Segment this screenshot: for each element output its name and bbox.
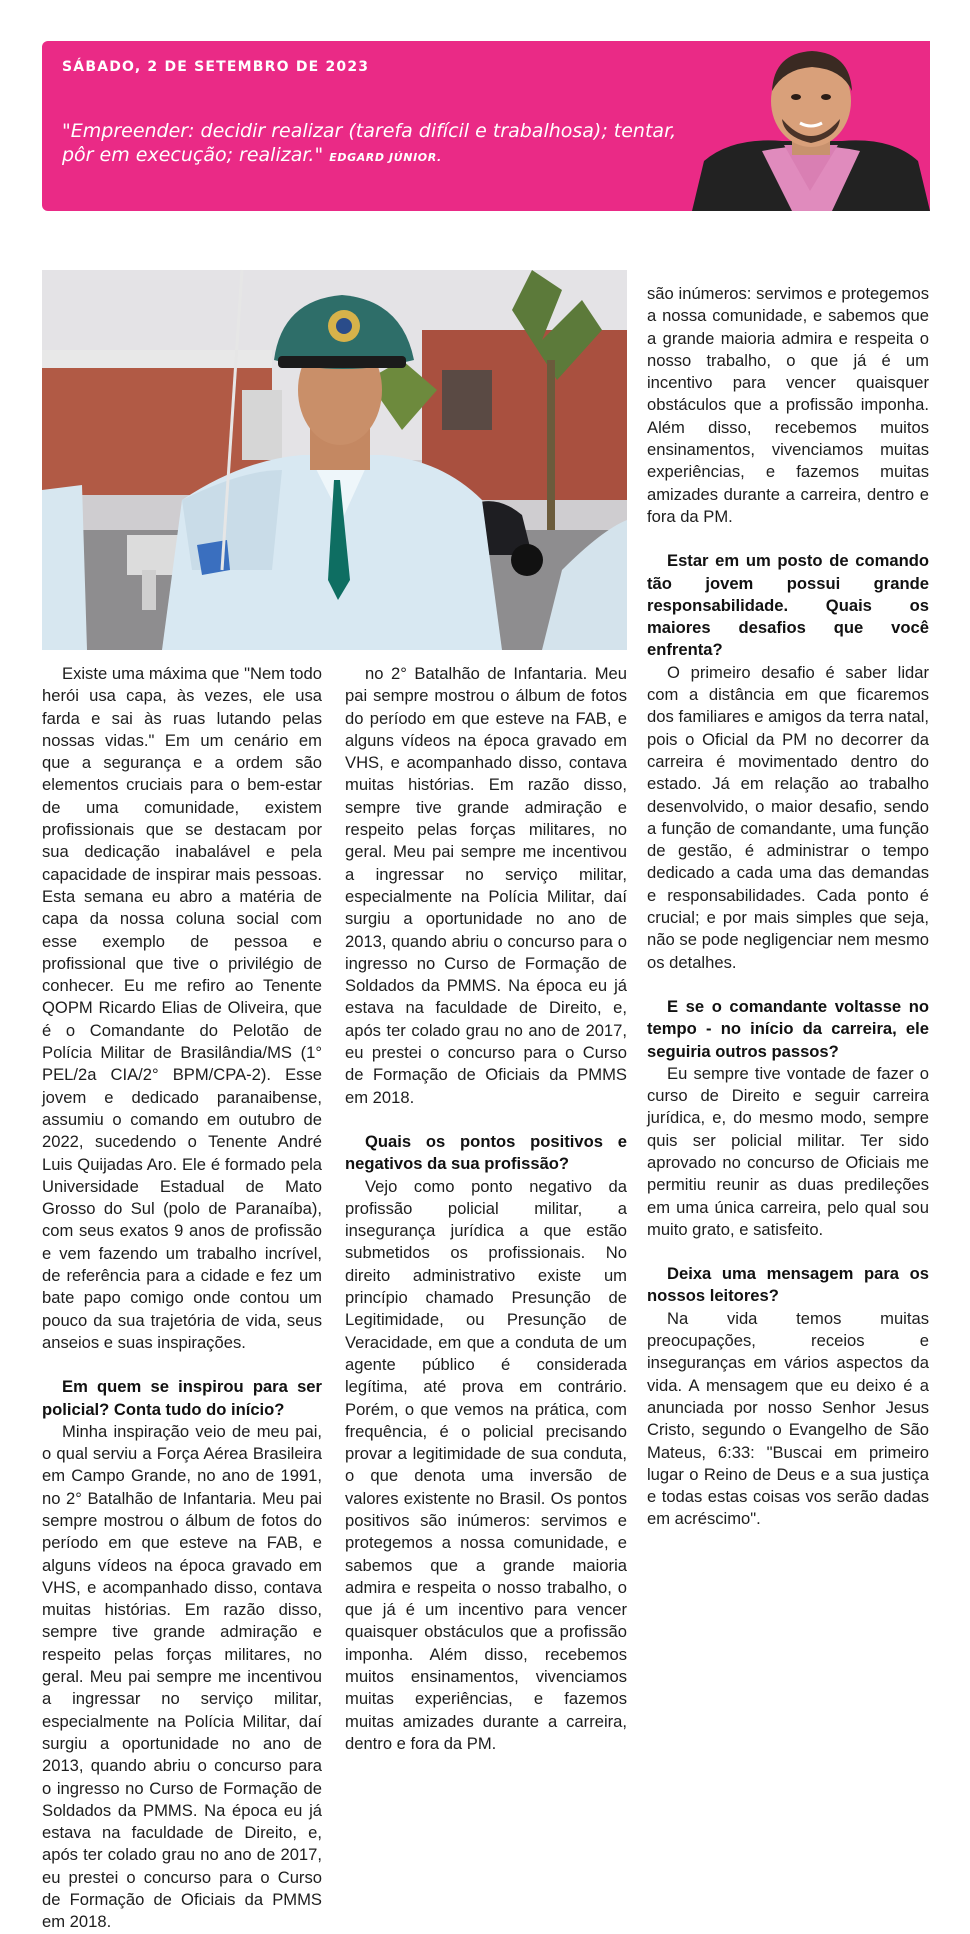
question-4: E se o comandante voltasse no tempo - no início da carreira, ele seguiria outros passos? bbox=[647, 996, 929, 1061]
answer-1-continued: no 2° Batalhão de Infantaria. Meu pai sempre mostrou o álbum de fotos do período em que esteve na FAB, e alguns vídeos na época gravado em VHS, e acompanhado disso, contava muitas histórias. Em razão disso, sempre tive grande admiração e respeito pelas forças militares, no geral. Meu pai sempre me incentivou a ingressar no serviço militar, especialmente na Polícia Militar, daí surgiu a oportunidade no ano de 2013, quando abriu o concurso para o ingresso no Curso de Formação de Soldados da PMMS. Na época eu já estava na faculdade de Direito, e, após ter colado grau no ano de 2017, eu prestei o concurso para o Curso de Formação de Oficiais da PMMS em 2018. bbox=[345, 664, 627, 1107]
question-2: Quais os pontos positivos e negativos da sua profissão? bbox=[345, 1131, 627, 1174]
article-column-1 bbox=[42, 663, 322, 1932]
question-5: Deixa uma mensagem para os nossos leitores? bbox=[647, 1264, 929, 1306]
quote-text: "Empreender: decidir realizar (tarefa difícil e trabalhosa); tentar, pôr em execução; realizar." bbox=[62, 120, 677, 166]
answer-2-continued: são inúmeros: servimos e protegemos a nossa comunidade, e sabemos que a grande maioria admira e respeita o nosso trabalho, o que já é um incentivo para vencer quaisquer obstáculos que a profissão imponha. Além disso, recebemos muitos ensinamentos, vivenciamos muitas experiências, e fazemos muitas amizades durante a carreira, dentro e fora da PM. bbox=[647, 284, 929, 526]
answer-2: Vejo como ponto negativo da profissão policial militar, a insegurança jurídica a que estão submetidos os profissionais. No direito administrativo existe um princípio chamado Presunção de Legitimidade, ou Presunção de Veracidade, em que a conduta de um agente público é considerada legítima, até prova em contrário. Porém, o que vemos na prática, com frequência, é o policial precisando provar a legitimidade de sua conduta, o que denota uma inversão de valores existente no Brasil. Os pontos positivos são inúmeros: servimos e protegemos a nossa comunidade, e sabemos que a grande maioria admira e respeita o nosso trabalho, o que já é um incentivo para vencer quaisquer obstáculos que a profissão imponha. Além disso, recebemos muitos ensinamentos, vivenciamos muitas experiências, e fazemos muitas amizades durante a carreira, dentro e fora da PM. bbox=[345, 1176, 627, 1753]
header-quote bbox=[62, 119, 682, 170]
answer-5: Na vida temos muitas preocupações, receios e inseguranças em vários aspectos da vida. A mensagem que eu deixo é a anunciada por nosso Senhor Jesus Cristo, segundo o Evangelho de São Mateus, 6:33: "Buscai em primeiro lugar o Reino de Deus e a sua justiça e todas estas coisas vos serão dadas em acréscimo". bbox=[647, 1308, 929, 1529]
question-1: Em quem se inspirou para ser policial? Conta tudo do início? bbox=[42, 1377, 322, 1419]
question-3: Estar em um posto de comando tão jovem possui grande responsabilidade. Quais os maiores desafios que você enfrenta? bbox=[647, 551, 929, 660]
columnist-portrait bbox=[692, 41, 930, 211]
intro-paragraph: Existe uma máxima que "Nem todo herói usa capa, às vezes, ele usa farda e sai às ruas lutando pelas nossas vidas." Em um cenário em que a segurança e a ordem são elementos cruciais para o bem-estar de uma comunidade, existem profissionais que se destacam por sua dedicação inabalável e pela capacidade de inspirar mais pessoas. Esta semana eu abro a matéria de capa da nossa coluna social com esse exemplo de pessoa e profissional que tive o privilégio de conhecer. Eu me refiro ao Tenente QOPM Ricardo Elias de Oliveira, que é o Comandante do Pelotão de Polícia Militar de Brasilândia/MS (1° PEL/2a CIA/2° BPM/CPA-2). Esse jovem e dedicado paranaibense, assumiu o comando em outubro de 2022, sucedendo o Tenente André Luis Quijadas Aro. Ele é formado pela Universidade Estadual de Mato Grosso do Sul (polo de Paranaíba), com seus exatos 9 anos de profissão e vem fazendo um trabalho incrível, de referência para a cidade e fez um bate papo comigo onde contou um pouco da sua trajetória de vida, seus anseios e suas inspirações. bbox=[42, 664, 322, 1352]
quote-author: EDGARD JÚNIOR. bbox=[329, 151, 442, 164]
publication-date: SÁBADO, 2 DE SETEMBRO DE 2023 bbox=[62, 59, 370, 75]
officer-photo bbox=[42, 270, 627, 650]
article-column-3 bbox=[647, 283, 929, 1531]
article-column-2 bbox=[345, 663, 627, 1753]
answer-4: Eu sempre tive vontade de fazer o curso de Direito e seguir carreira jurídica, e, do mesmo modo, sempre quis ser policial militar. Ter sido aprovado no concurso de Oficiais me permitiu reunir as duas predileções em uma única carreira, pelo qual sou muito grato, e satisfeito. bbox=[647, 1063, 929, 1239]
answer-3: O primeiro desafio é saber lidar com a distância em que ficaremos dos familiares e amigos da terra natal, pois o Oficial da PM no decorrer da carreira é movimentado dentro do estado. Já em relação ao trabalho desenvolvido, o maior desafio, sendo a função de comandante, uma função de gestão, é administrar o tempo dedicado a cada uma das demandas e responsabilidades. Cada ponto é crucial; e por mais simples que seja, não se pode negligenciar nem mesmo os detalhes. bbox=[647, 662, 929, 972]
column-header-banner bbox=[42, 41, 930, 211]
answer-1: Minha inspiração veio de meu pai, o qual serviu a Força Aérea Brasileira em Campo Grande, no ano de 1991, no 2° Batalhão de Infantaria. Meu pai sempre mostrou o álbum de fotos do período em que esteve na FAB, e alguns vídeos na época gravado em VHS, e acompanhado disso, contava muitas histórias. Em razão disso, sempre tive grande admiração e respeito pelas forças militares, no geral. Meu pai sempre me incentivou a ingressar no serviço militar, especialmente na Polícia Militar, daí surgiu a oportunidade no ano de 2013, quando abriu o concurso para o ingresso no Curso de Formação de Soldados da PMMS. Na época eu já estava na faculdade de Direito, e, após ter colado grau no ano de 2017, eu prestei o concurso para o Curso de Formação de Oficiais da PMMS em 2018. bbox=[42, 1421, 322, 1932]
